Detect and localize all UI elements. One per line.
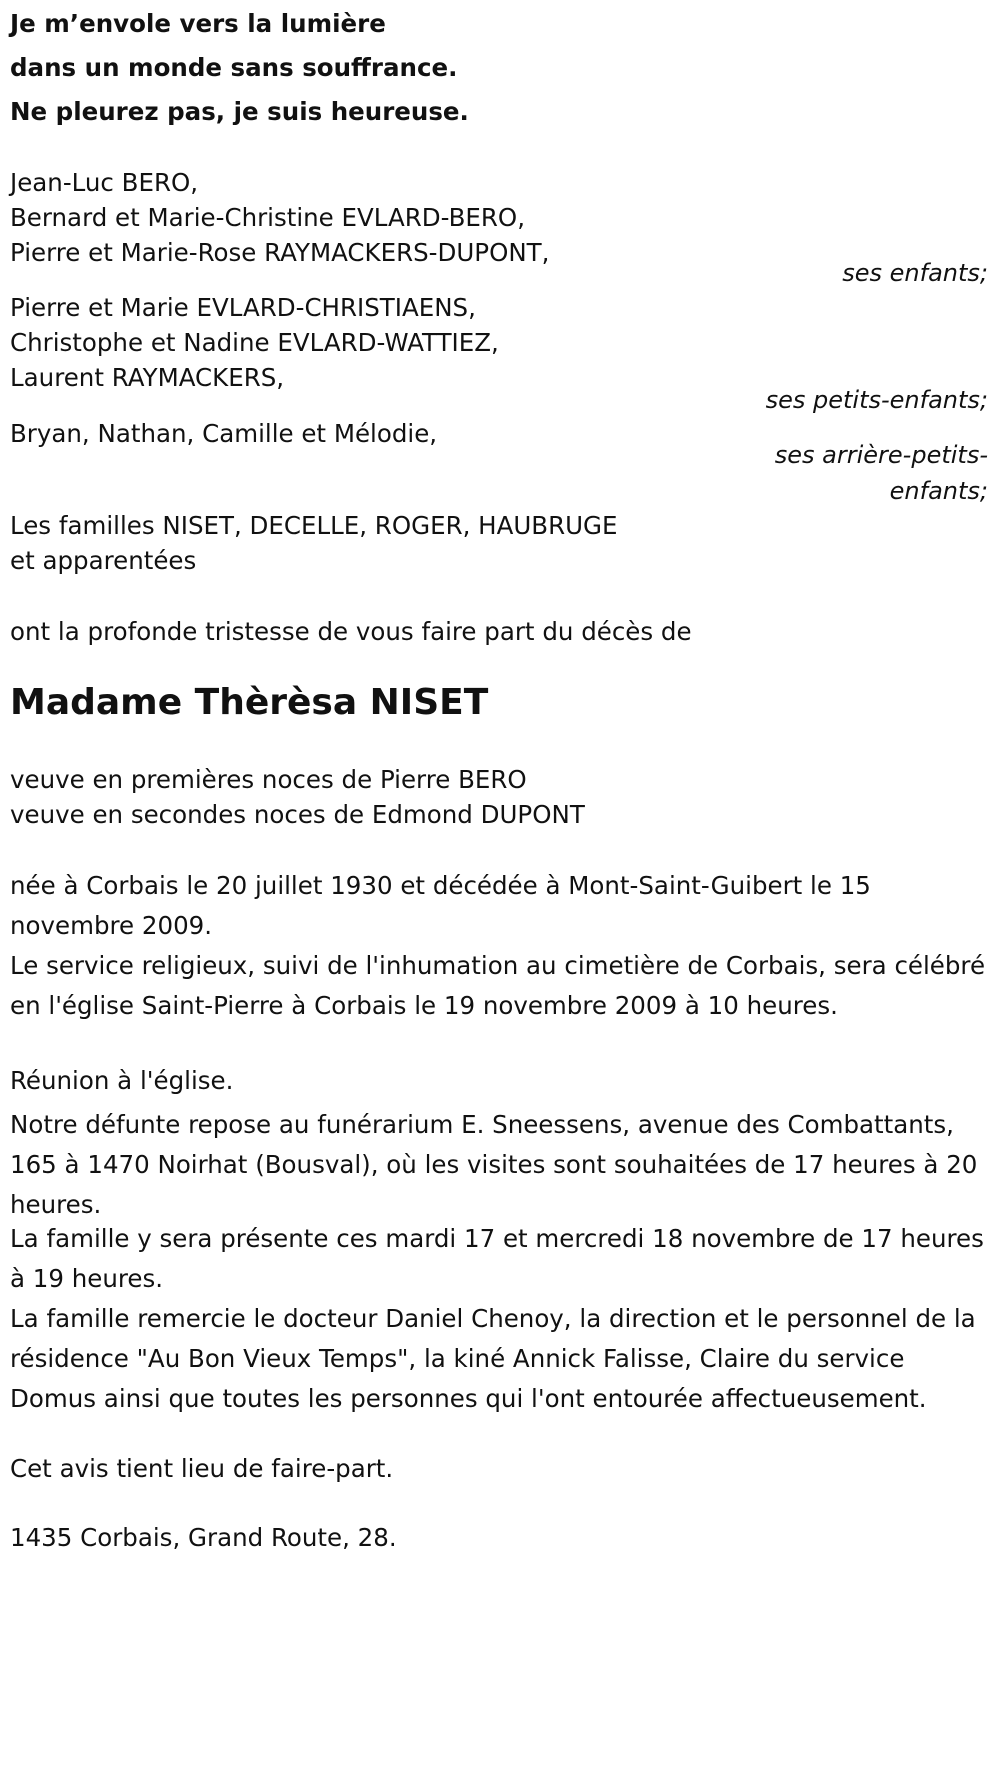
grandchild-name: Christophe et Nadine EVLARD-WATTIEZ, — [10, 328, 499, 357]
paragraph-service: Le service religieux, suivi de l'inhumation au cimetière de Corbais, sera célébré en l'église Saint-Pierre à Corbais le 19 novembre 2009 à 10 heures. — [10, 951, 986, 1020]
relation-grandchildren: ses petits-enfants; — [765, 386, 988, 414]
poem-line-3: Ne pleurez pas, je suis heureuse. — [10, 97, 469, 126]
relation-great-grandchildren-line2: enfants; — [889, 477, 988, 505]
families-line: Les familles NISET, DECELLE, ROGER, HAUBRUGE — [10, 511, 618, 540]
announcement-text: ont la profonde tristesse de vous faire part du décès de — [10, 617, 692, 646]
child-name: Jean-Luc BERO, — [10, 168, 199, 197]
widow-line: veuve en secondes noces de Edmond DUPONT — [10, 800, 585, 829]
paragraph-family-presence: La famille y sera présente ces mardi 17 et mercredi 18 novembre de 17 heures à 19 heures. — [10, 1224, 984, 1293]
grandchild-name: Pierre et Marie EVLARD-CHRISTIAENS, — [10, 293, 476, 322]
poem-line-2: dans un monde sans souffrance. — [10, 53, 458, 82]
child-name: Bernard et Marie-Christine EVLARD-BERO, — [10, 203, 525, 232]
paragraph-birth-death: née à Corbais le 20 juillet 1930 et décédée à Mont-Saint-Guibert le 15 novembre 2009. — [10, 871, 871, 940]
poem-line-1: Je m’envole vers la lumière — [10, 9, 386, 38]
address: 1435 Corbais, Grand Route, 28. — [10, 1523, 397, 1552]
grandchild-name: Laurent RAYMACKERS, — [10, 363, 285, 392]
deceased-name: Madame Thèrèsa NISET — [10, 682, 489, 723]
widow-line: veuve en premières noces de Pierre BERO — [10, 765, 527, 794]
relation-great-grandchildren-line1: ses arrière-petits- — [774, 441, 988, 469]
paragraph-reunion: Réunion à l'église. — [10, 1066, 234, 1095]
paragraph-funerarium: Notre défunte repose au funérarium E. Sneessens, avenue des Combattants, 165 à 1470 Noirhat (Bousval), où les visites sont souhaitées de 17 heures à 20 heures. — [10, 1110, 978, 1219]
child-name: Pierre et Marie-Rose RAYMACKERS-DUPONT, — [10, 238, 550, 267]
great-grandchild-names: Bryan, Nathan, Camille et Mélodie, — [10, 419, 438, 448]
families-line: et apparentées — [10, 546, 197, 575]
paragraph-notice: Cet avis tient lieu de faire-part. — [10, 1454, 394, 1483]
relation-children: ses enfants; — [842, 259, 988, 287]
paragraph-thanks: La famille remercie le docteur Daniel Chenoy, la direction et le personnel de la résidence "Au Bon Vieux Temps", la kiné Annick Falisse, Claire du service Domus ainsi que toutes les personnes qui l'ont entourée affectueusement. — [10, 1304, 976, 1413]
